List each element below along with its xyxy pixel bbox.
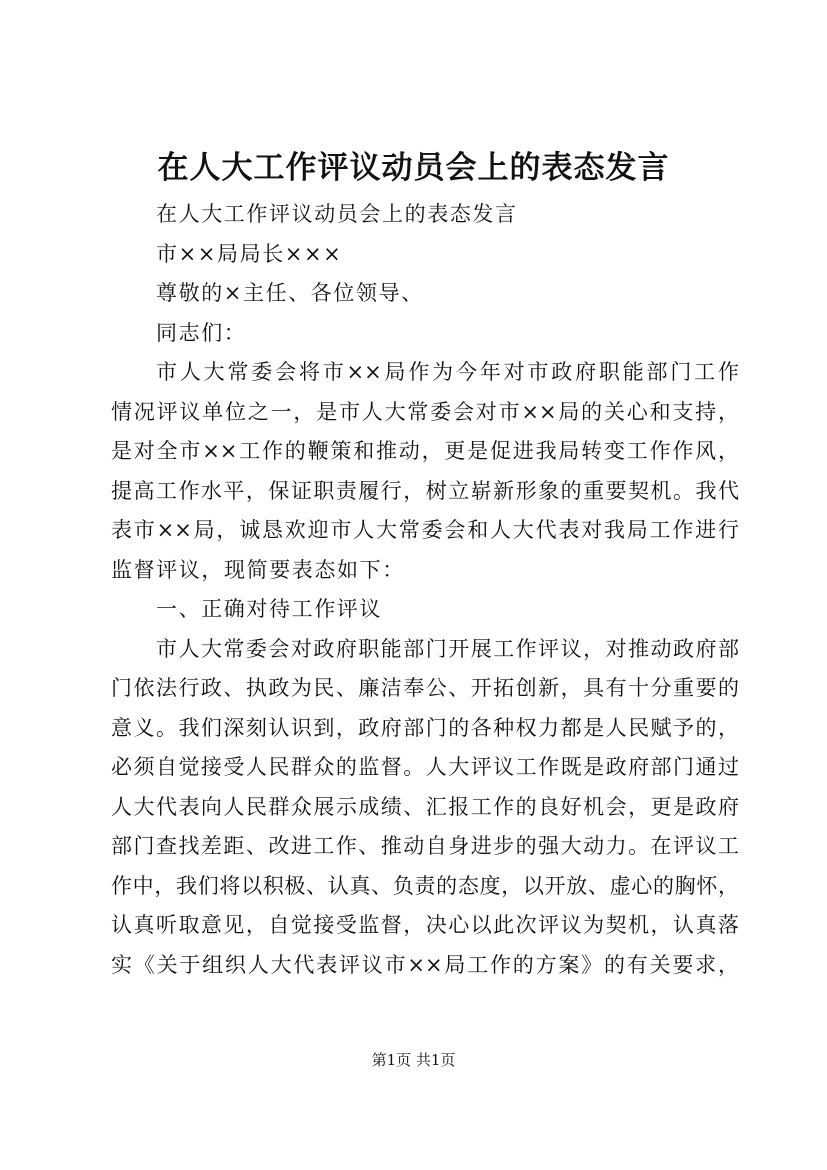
paragraph-line: 市人大常委会将市××局作为今年对市政府职能部门工作 (156, 360, 739, 384)
paragraph-line: 作中，我们将以积极、认真、负责的态度，以开放、虚心的胸怀， (111, 873, 739, 898)
salutation-line-2: 同志们： (156, 320, 247, 345)
paragraph-line: 是对全市××工作的鞭策和推动，更是促进我局转变工作作风， (111, 439, 739, 463)
paragraph-line: 人大代表向人民群众展示成绩、汇报工作的良好机会，更是政府 (111, 794, 739, 819)
speaker-line: 市××局局长××× (156, 241, 343, 266)
paragraph-line: 提高工作水平，保证职责履行，树立崭新形象的重要契机。我代 (111, 478, 739, 503)
document-title: 在人大工作评议动员会上的表态发言 (157, 150, 670, 186)
paragraph-line: 监督评议，现简要表态如下： (111, 557, 405, 582)
paragraph-line: 认真听取意见，自觉接受监督，决心以此次评议为契机，认真落 (111, 913, 739, 937)
paragraph-line: 市人大常委会对政府职能部门开展工作评议，对推动政府部 (156, 636, 739, 661)
paragraph-line: 部门查找差距、改进工作、推动自身进步的强大动力。在评议工 (111, 834, 739, 858)
paragraph-line: 门依法行政、执政为民、廉洁奉公、开拓创新，具有十分重要的 (111, 676, 739, 700)
paragraph-line: 必须自觉接受人民群众的监督。人大评议工作既是政府部门通过 (111, 755, 739, 779)
paragraph-line: 实《关于组织人大代表评议市××局工作的方案》的有关要求， (111, 952, 739, 977)
subtitle-line: 在人大工作评议动员会上的表态发言 (156, 202, 518, 226)
salutation-line: 尊敬的×主任、各位领导、 (156, 281, 424, 305)
page-number-footer: 第1页 共1页 (371, 1051, 456, 1069)
paragraph-line: 情况评议单位之一，是市人大常委会对市××局的关心和支持， (111, 399, 739, 424)
document-body (111, 195, 739, 985)
paragraph-line: 意义。我们深刻认识到，政府部门的各种权力都是人民赋予的， (111, 715, 739, 740)
paragraph-line: 表市××局，诚恳欢迎市人大常委会和人大代表对我局工作进行 (111, 518, 739, 542)
section-heading: 一、正确对待工作评议 (156, 597, 382, 621)
